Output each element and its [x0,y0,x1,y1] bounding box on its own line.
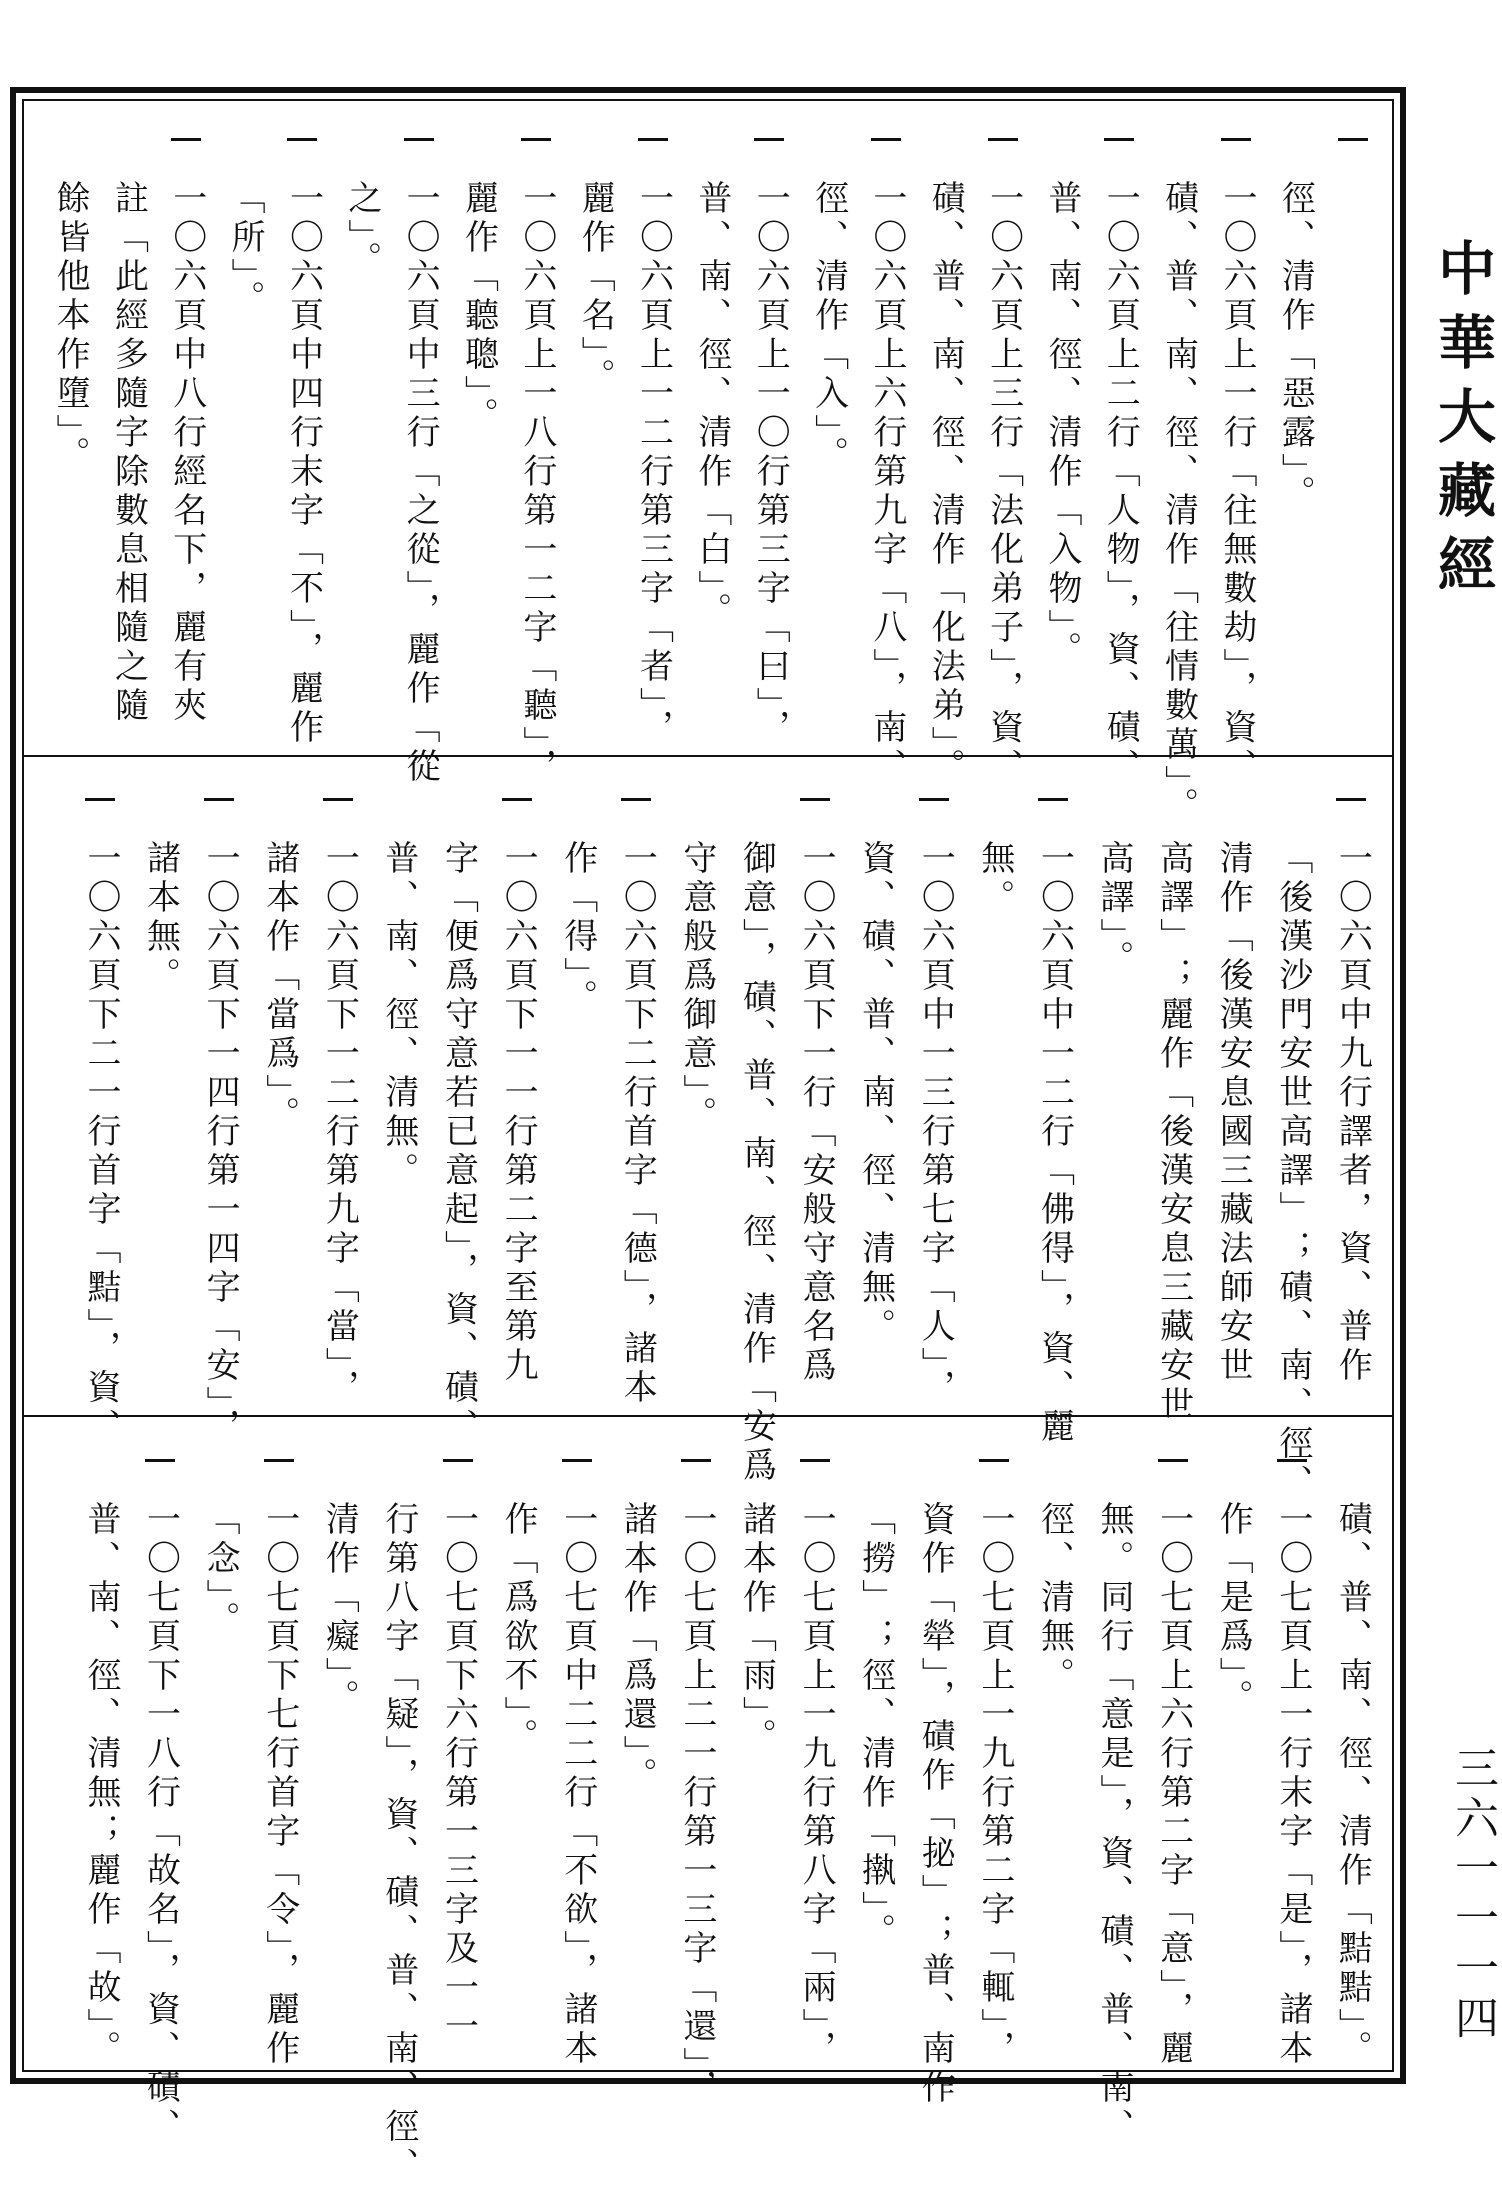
text-column [682,122,740,740]
text-column [799,122,857,740]
column-text: 一〇六頁中八行經名下，麗有夾 [166,180,207,726]
text-column [740,122,798,748]
column-text: 一〇六頁上六行第九字「八」，南、 [866,180,907,787]
entry-marker [621,798,651,801]
entry-marker [919,798,949,801]
text-column [786,1443,846,2069]
entry-marker [1221,138,1251,141]
column-text: 一〇七頁中二二行「不欲」，諸本 [557,1501,598,2069]
entry-marker [979,1459,1009,1462]
text-column [131,782,191,1404]
entry-marker [1104,138,1134,141]
column-text: 磧、普、南、徑、清作「往情數萬」。 [1158,180,1199,826]
entry-marker [800,1459,830,1462]
entry-marker [1338,138,1368,141]
text-column [846,1443,906,2065]
column-text: 麗作「名」。 [575,180,616,397]
text-column [1322,782,1382,1404]
column-text: 徑、清作「惡露」。 [1275,180,1316,514]
column-text: 麗作「聽聰」。 [458,180,499,436]
text-column [215,122,273,740]
column-text: 作「爲欲不」。 [498,1501,539,1757]
column-text: 一〇七頁下六行第一三字及一一 [438,1501,479,2047]
text-column [915,122,973,787]
page-title: 中華大藏經 [1428,238,1496,608]
entry-marker [1277,1459,1307,1462]
column-text: 「念」。 [200,1501,241,1640]
text-column [1144,782,1204,1425]
section-1 [40,122,1382,826]
column-text: 守意般爲御意」。 [676,840,717,1135]
text-column [98,122,156,740]
text-column [1265,122,1323,740]
entry-marker [502,798,532,801]
text-column [309,782,369,1408]
column-text: 「撈」；徑、清作「𢴇」。 [855,1501,896,1952]
text-column [1090,122,1148,787]
text-column [905,1443,965,2108]
text-column [390,122,448,787]
entry-marker [145,1459,175,1462]
column-text: 一〇六頁中一二行「佛得」，資、麗 [1034,840,1075,1447]
section-2 [40,782,1382,1503]
text-column [429,1443,489,2065]
entry-marker [681,1459,711,1462]
text-column [786,782,846,1404]
entry-marker [638,138,668,141]
text-column [667,1443,727,2108]
text-column [846,782,906,1404]
text-column [488,1443,548,2065]
text-column [273,122,331,748]
text-column [1203,782,1263,1404]
text-column [250,782,310,1404]
text-column [488,782,548,1404]
text-column [974,122,1032,787]
text-column [190,1443,250,2065]
column-text: 「後漢沙門安世高譯」；磧、南、徑、 [1272,840,1313,1503]
text-column [1024,782,1084,1447]
column-text: 行第八字「疑」，資、磧、普、南、徑、 [378,1501,419,2186]
column-text: 一〇七頁上一九行第二字「輒」， [974,1501,1015,2069]
text-column [1322,1443,1382,2069]
column-text: 註「此經多隨字除數息相隨之隨 [108,180,149,726]
column-text: 一〇六頁中四行末字「不」，麗作 [283,180,324,748]
text-column [250,1443,310,2069]
text-column [157,122,215,740]
text-column [667,782,727,1404]
text-column [1263,782,1323,1503]
column-text: 作「得」。 [557,840,598,1018]
text-column [71,1443,131,2069]
text-column [1032,122,1090,740]
column-text: 一〇七頁上一九行第八字「兩」， [796,1501,837,2069]
column-text: 餘皆他本作墮」。 [50,180,91,475]
text-column [965,782,1025,1404]
entry-marker [1038,798,1068,801]
entry-marker [287,138,317,141]
text-column [507,122,565,787]
column-text: 普、南、徑、清作「入物」。 [1041,180,1082,670]
column-text: 一〇六頁上一二行第三字「者」， [633,180,674,748]
text-column [565,122,623,740]
column-text: 無。 [974,840,1015,918]
entry-marker [521,138,551,141]
column-text: 諸本作「雨」。 [736,1501,777,1757]
column-text: 清作「癡」。 [319,1501,360,1718]
text-column [1149,122,1207,826]
text-column [1207,122,1265,787]
column-text: 一〇六頁下二行首字「德」，諸本 [617,840,658,1408]
text-column [1203,1443,1263,2065]
column-text: 諸本無。 [140,840,181,996]
text-column [131,1443,191,2147]
column-text: 一〇七頁下七行首字「令」，麗作 [259,1501,300,2069]
text-column [965,1443,1025,2069]
column-text: 一〇六頁下一四行第一四字「安」， [200,840,241,1447]
column-text: 徑、清無。 [1034,1501,1075,1696]
text-column [1084,1443,1144,2147]
text-column [857,122,915,787]
entry-marker [800,798,830,801]
column-text: 清作「後漢安息國三藏法師安世 [1213,840,1254,1386]
column-text: 無。同行「意是」，資、磧、普、南、 [1094,1501,1135,2147]
text-column [1144,1443,1204,2069]
column-text: 資、磧、普、南、徑、清無。 [855,840,896,1347]
column-text: 一〇六頁下一一行第二字至第九 [498,840,539,1386]
text-column [1084,782,1144,1404]
entry-marker [323,798,353,801]
column-text: 一〇六頁上一〇行第三字「曰」， [750,180,791,748]
column-text: 高譯」。 [1094,840,1135,979]
text-column [548,1443,608,2069]
column-text: 普、南、徑、清無；麗作「故」。 [80,1501,121,2069]
section-3 [40,1443,1382,2186]
text-column [624,122,682,748]
column-text: 作「是爲」。 [1213,1501,1254,1718]
entry-marker [1336,798,1366,801]
column-text: 一〇六頁上一行「往無數劫」，資、 [1216,180,1257,787]
column-text: 御意」，磧、普、南、徑、清作「安爲 [736,840,777,1486]
column-text: 資作「犖」，磧作「㧙」；普、南作 [915,1501,956,2108]
text-column [449,122,507,740]
page-number: 三六一一一四 [1447,1745,1498,2045]
text-column [1024,1443,1084,2065]
entry-marker [443,1459,473,1462]
column-text: 一〇七頁上六行第二字「意」，麗 [1153,1501,1194,2069]
text-column [607,782,667,1408]
entry-marker [264,1459,294,1462]
column-text: 一〇七頁下一八行「故名」，資、磧、 [140,1501,181,2147]
column-text: 徑、清作「入」。 [808,180,849,475]
text-column [369,1443,429,2186]
column-text: 普、南、徑、清作「白」。 [691,180,732,631]
column-text: 一〇六頁下一二行第九字「當」， [319,840,360,1408]
text-column [190,782,250,1447]
column-text: 一〇七頁上一行末字「是」，諸本 [1272,1501,1313,2069]
column-text: 磧、普、南、徑、清作「黠黠」。 [1332,1501,1373,2069]
text-column [309,1443,369,2065]
text-column [726,782,786,1486]
text-column [369,782,429,1404]
entry-marker [871,138,901,141]
column-text: 一〇六頁上三行「法化弟子」，資、 [983,180,1024,787]
column-text: 一〇七頁上二一行第一三字「還」， [676,1501,717,2108]
text-column [548,782,608,1404]
entry-marker [1158,1459,1188,1462]
column-text: 一〇六頁中三行「之從」，麗作「從 [400,180,441,787]
text-column [905,782,965,1408]
text-column [332,122,390,740]
entry-marker [562,1459,592,1462]
text-column [40,122,98,740]
text-column [1263,1443,1323,2069]
text-column [726,1443,786,2065]
column-text: 字「便爲守意若已意起」，資、磧、 [438,840,479,1447]
text-column [71,782,131,1447]
column-text: 「所」。 [225,180,266,319]
column-text: 一〇六頁上二行「人物」，資、磧、 [1100,180,1141,787]
entry-marker [171,138,201,141]
column-text: 一〇六頁下一行「安般守意名爲 [796,840,837,1386]
column-text: 一〇六頁上一八行第一二字「聽」， [516,180,557,787]
entry-marker [404,138,434,141]
column-text: 一〇六頁下二一行首字「黠」，資、 [80,840,121,1447]
column-text: 之」。 [341,180,382,280]
column-text: 諸本作「當爲」。 [259,840,300,1135]
column-text: 諸本作「爲還」。 [617,1501,658,1796]
column-text: 一〇六頁中一三行第七字「人」， [915,840,956,1408]
entry-marker [204,798,234,801]
text-column [429,782,489,1447]
entry-marker [85,798,115,801]
column-text: 一〇六頁中九行譯者，資、普作 [1332,840,1373,1386]
column-text: 高譯」；麗作「後漢安息三藏安世 [1153,840,1194,1425]
text-column [607,1443,667,2065]
column-text: 普、南、徑、清無。 [378,840,419,1191]
text-column [1324,122,1382,740]
entry-marker [754,138,784,141]
column-text: 磧、普、南、徑、清作「化法弟」。 [925,180,966,787]
entry-marker [988,138,1018,141]
